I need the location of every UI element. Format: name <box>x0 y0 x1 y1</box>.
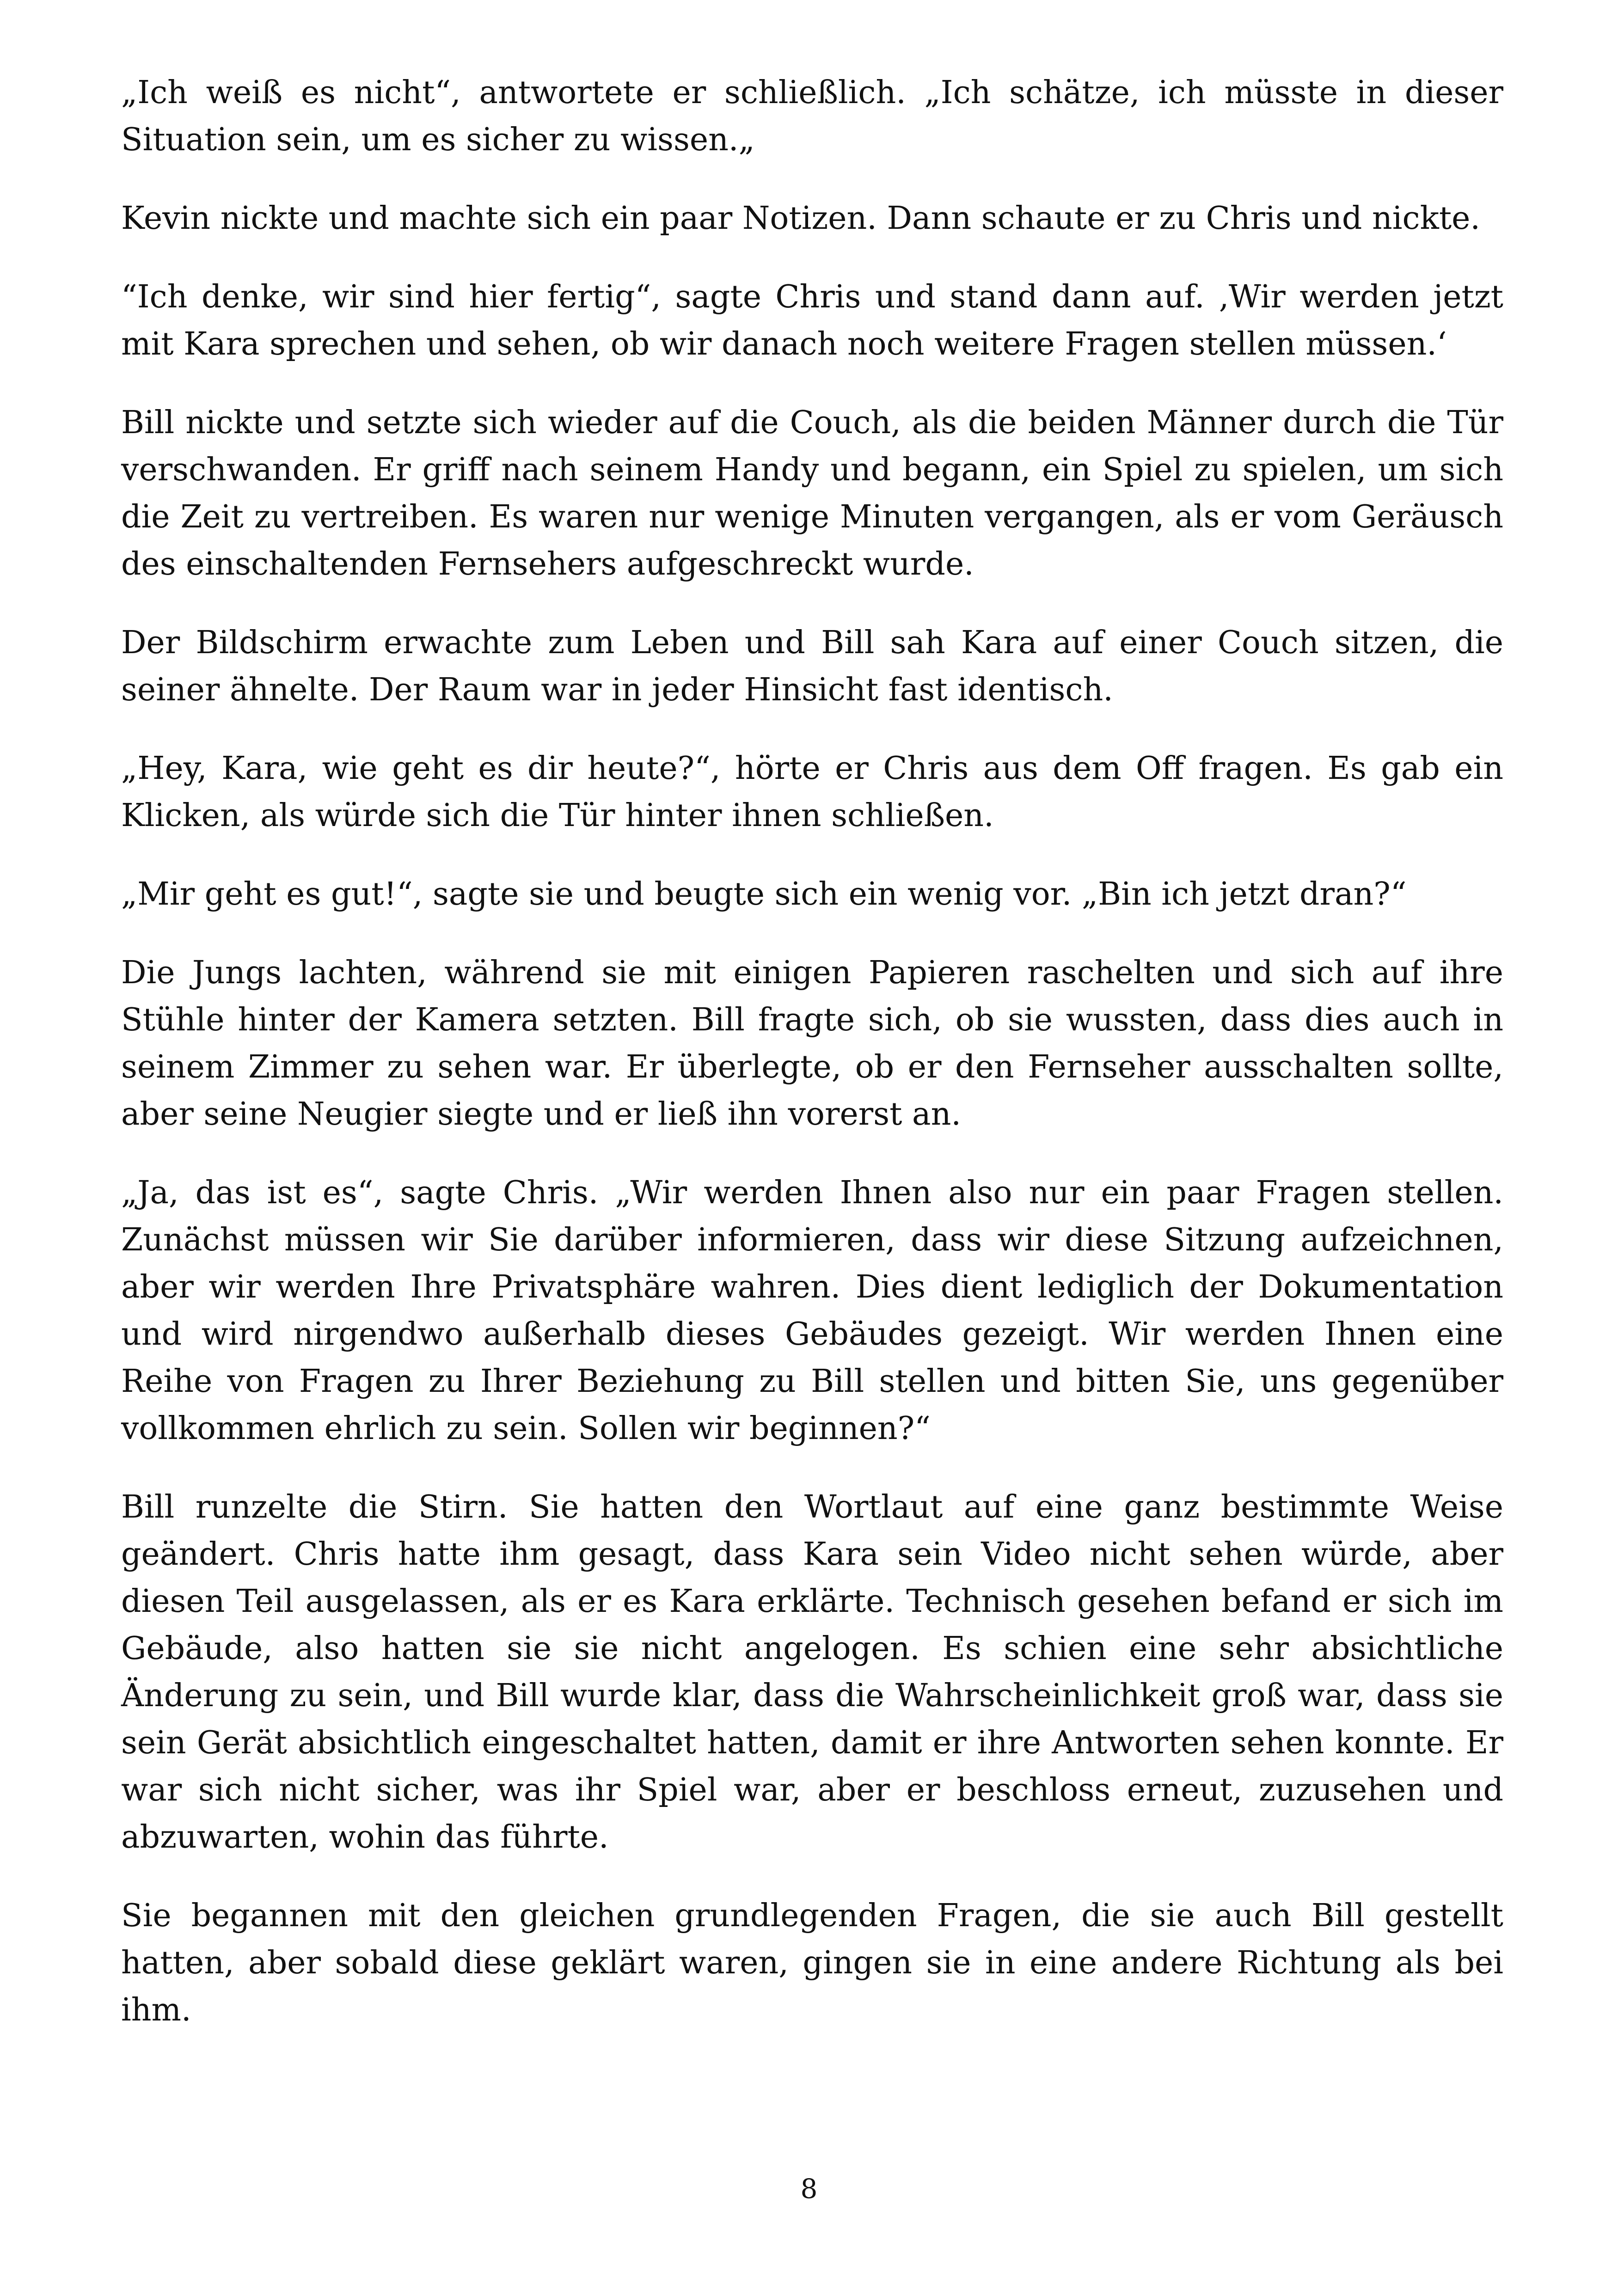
paragraph: Bill runzelte die Stirn. Sie hatten den Wortlaut auf eine ganz bestimmte Weise geändert. Chris hatte ihm gesagt, dass Kara sein Video nicht sehen würde, aber diesen Teil ausgelassen, als er es Kara erklärte. Technisch gesehen befand er sich im Gebäude, also hatten sie sie nicht angelogen. Es schien eine sehr absichtliche Änderung zu sein, und Bill wurde klar, dass die Wahrscheinlichkeit groß war, dass sie sein Gerät absichtlich eingeschaltet hatten, damit er ihre Antworten sehen konnte. Er war sich nicht sicher, was ihr Spiel war, aber er beschloss erneut, zuzusehen und abzuwarten, wohin das führte. <box>121 1489 1503 1855</box>
paragraph: „Hey, Kara, wie geht es dir heute?“, hörte er Chris aus dem Off fragen. Es gab ein Klicken, als würde sich die Tür hinter ihnen schließen. <box>121 750 1503 834</box>
body-text <box>121 69 1503 2065</box>
paragraph: Bill nickte und setzte sich wieder auf die Couch, als die beiden Männer durch die Tür verschwanden. Er griff nach seinem Handy und begann, ein Spiel zu spielen, um sich die Zeit zu vertreiben. Es waren nur wenige Minuten vergangen, als er vom Geräusch des einschaltenden Fernsehers aufgeschreckt wurde. <box>121 404 1503 582</box>
page-number: 8 <box>800 2173 818 2204</box>
paragraph: Kevin nickte und machte sich ein paar Notizen. Dann schaute er zu Chris und nickte. <box>121 200 1481 237</box>
paragraph: „Ja, das ist es“, sagte Chris. „Wir werden Ihnen also nur ein paar Fragen stellen. Zunächst müssen wir Sie darüber informieren, dass wir diese Sitzung aufzeichnen, aber wir werden Ihre Privatsphäre wahren. Dies dient lediglich der Dokumentation und wird nirgendwo außerhalb dieses Gebäudes gezeigt. Wir werden Ihnen eine Reihe von Fragen zu Ihrer Beziehung zu Bill stellen und bitten Sie, uns gegenüber vollkommen ehrlich zu sein. Sollen wir beginnen?“ <box>121 1175 1503 1447</box>
paragraph: „Mir geht es gut!“, sagte sie und beugte sich ein wenig vor. „Bin ich jetzt dran?“ <box>121 876 1407 912</box>
paragraph: „Ich weiß es nicht“, antwortete er schließlich. „Ich schätze, ich müsste in dieser Situation sein, um es sicher zu wissen.„ <box>121 74 1503 158</box>
paragraph: Sie begannen mit den gleichen grundlegenden Fragen, die sie auch Bill gestellt hatten, aber sobald diese geklärt waren, gingen sie in eine andere Richtung als bei ihm. <box>121 1898 1503 2028</box>
paragraph: Die Jungs lachten, während sie mit einigen Papieren raschelten und sich auf ihre Stühle hinter der Kamera setzten. Bill fragte sich, ob sie wussten, dass dies auch in seinem Zimmer zu sehen war. Er überlegte, ob er den Fernseher ausschalten sollte, aber seine Neugier siegte und er ließ ihn vorerst an. <box>121 955 1503 1133</box>
paragraph: “Ich denke, wir sind hier fertig“, sagte Chris und stand dann auf. ‚Wir werden jetzt mit Kara sprechen und sehen, ob wir danach noch weitere Fragen stellen müssen.‘ <box>121 279 1503 362</box>
paragraph: Der Bildschirm erwachte zum Leben und Bill sah Kara auf einer Couch sitzen, die seiner ähnelte. Der Raum war in jeder Hinsicht fast identisch. <box>121 625 1503 708</box>
